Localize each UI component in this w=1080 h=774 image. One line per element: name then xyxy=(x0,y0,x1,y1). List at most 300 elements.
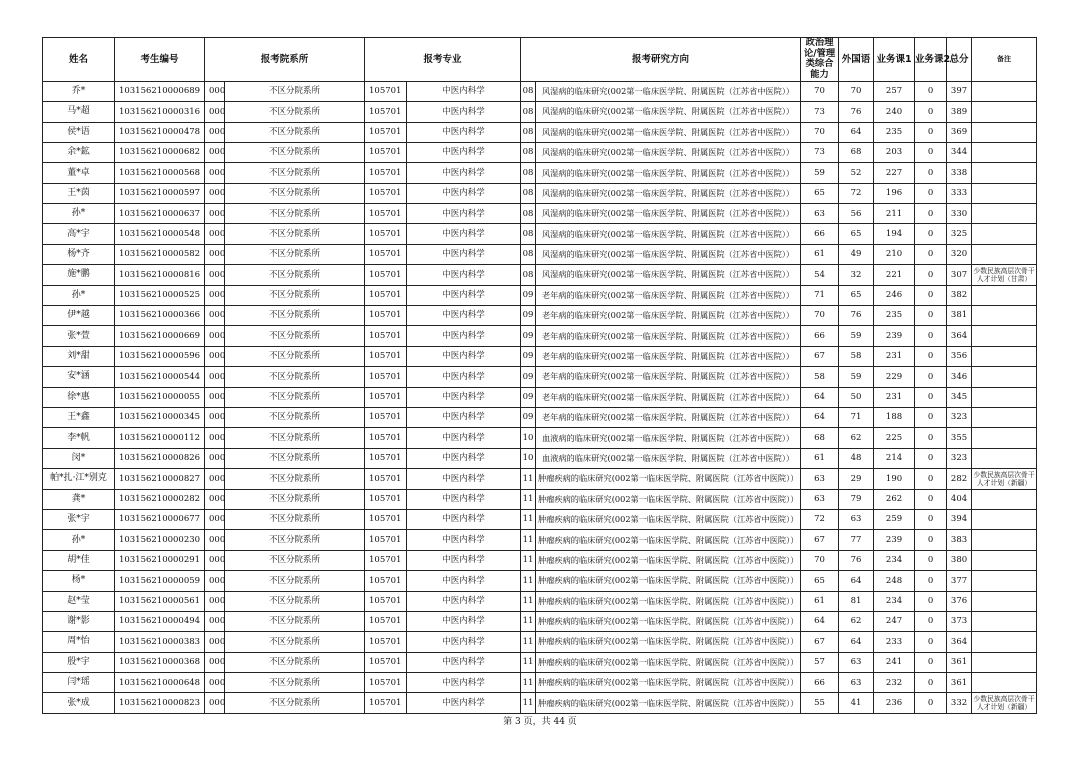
row-politics-score: 64 xyxy=(801,611,839,631)
row-major: 中医内科学 xyxy=(407,408,521,428)
row-course2-score: 0 xyxy=(915,346,947,366)
row-dept-code: 000 xyxy=(205,142,225,162)
row-dept: 不区分院系所 xyxy=(225,448,365,468)
row-course2-score: 0 xyxy=(915,509,947,529)
row-name: 赵*莹 xyxy=(43,591,115,611)
row-exam-id: 103156210000383 xyxy=(115,632,205,652)
row-course1-score: 247 xyxy=(874,611,915,631)
row-politics-score: 65 xyxy=(801,183,839,203)
row-course1-score: 221 xyxy=(874,265,915,285)
row-direction: 肿瘤疾病的临床研究(002第一临床医学院、附属医院（江苏省中医院）） xyxy=(536,469,801,489)
row-major: 中医内科学 xyxy=(407,346,521,366)
row-total-score: 332 xyxy=(947,693,972,713)
row-major-code: 105701 xyxy=(365,530,407,550)
row-major-code: 105701 xyxy=(365,673,407,693)
row-course1-score: 231 xyxy=(874,387,915,407)
row-course1-score: 233 xyxy=(874,632,915,652)
row-course1-score: 190 xyxy=(874,469,915,489)
row-politics-score: 55 xyxy=(801,693,839,713)
row-politics-score: 61 xyxy=(801,591,839,611)
table-row xyxy=(43,102,1037,122)
row-foreign-score: 70 xyxy=(839,81,874,101)
row-foreign-score: 63 xyxy=(839,673,874,693)
row-major: 中医内科学 xyxy=(407,428,521,448)
row-dept: 不区分院系所 xyxy=(225,469,365,489)
row-politics-score: 61 xyxy=(801,244,839,264)
row-name: 徐*惠 xyxy=(43,387,115,407)
table-row xyxy=(43,326,1037,346)
row-total-score: 380 xyxy=(947,550,972,570)
col-header-total: 总分 xyxy=(947,38,972,82)
row-direction: 老年病的临床研究(002第一临床医学院、附属医院（江苏省中医院）） xyxy=(536,408,801,428)
row-dept-code: 000 xyxy=(205,265,225,285)
row-exam-id: 103156210000597 xyxy=(115,183,205,203)
row-name: 帕*扎·江*别克 xyxy=(43,469,115,489)
row-exam-id: 103156210000548 xyxy=(115,224,205,244)
col-header-direction: 报考研究方向 xyxy=(521,38,801,82)
row-course1-score: 259 xyxy=(874,509,915,529)
header-row xyxy=(43,38,1037,82)
row-course1-score: 225 xyxy=(874,428,915,448)
row-course2-score: 0 xyxy=(915,81,947,101)
row-course1-score: 235 xyxy=(874,306,915,326)
row-foreign-score: 48 xyxy=(839,448,874,468)
row-major: 中医内科学 xyxy=(407,163,521,183)
row-dept-code: 000 xyxy=(205,509,225,529)
row-foreign-score: 76 xyxy=(839,550,874,570)
row-course2-score: 0 xyxy=(915,142,947,162)
row-exam-id: 103156210000345 xyxy=(115,408,205,428)
row-direction: 肿瘤疾病的临床研究(002第一临床医学院、附属医院（江苏省中医院）） xyxy=(536,530,801,550)
row-dept: 不区分院系所 xyxy=(225,489,365,509)
row-note xyxy=(972,428,1037,448)
row-direction-code: 08 xyxy=(521,122,536,142)
row-exam-id: 103156210000823 xyxy=(115,693,205,713)
row-major-code: 105701 xyxy=(365,122,407,142)
row-name: 张*宇 xyxy=(43,509,115,529)
row-major: 中医内科学 xyxy=(407,611,521,631)
row-foreign-score: 76 xyxy=(839,306,874,326)
row-major: 中医内科学 xyxy=(407,550,521,570)
row-direction-code: 09 xyxy=(521,285,536,305)
row-course2-score: 0 xyxy=(915,163,947,183)
row-note xyxy=(972,550,1037,570)
row-foreign-score: 41 xyxy=(839,693,874,713)
row-note xyxy=(972,611,1037,631)
row-major: 中医内科学 xyxy=(407,306,521,326)
row-total-score: 325 xyxy=(947,224,972,244)
row-major: 中医内科学 xyxy=(407,285,521,305)
row-dept: 不区分院系所 xyxy=(225,122,365,142)
row-direction: 风湿病的临床研究(002第一临床医学院、附属医院（江苏省中医院）） xyxy=(536,244,801,264)
row-note xyxy=(972,387,1037,407)
row-course1-score: 248 xyxy=(874,571,915,591)
row-dept: 不区分院系所 xyxy=(225,571,365,591)
row-note xyxy=(972,591,1037,611)
row-politics-score: 70 xyxy=(801,122,839,142)
row-direction-code: 09 xyxy=(521,408,536,428)
row-dept: 不区分院系所 xyxy=(225,326,365,346)
row-dept-code: 000 xyxy=(205,306,225,326)
row-name: 谢*影 xyxy=(43,611,115,631)
row-exam-id: 103156210000689 xyxy=(115,81,205,101)
row-exam-id: 103156210000544 xyxy=(115,367,205,387)
col-header-major: 报考专业 xyxy=(365,38,521,82)
row-foreign-score: 64 xyxy=(839,632,874,652)
row-major: 中医内科学 xyxy=(407,591,521,611)
row-foreign-score: 81 xyxy=(839,591,874,611)
row-dept-code: 000 xyxy=(205,448,225,468)
row-exam-id: 103156210000816 xyxy=(115,265,205,285)
row-politics-score: 66 xyxy=(801,326,839,346)
row-direction: 风湿病的临床研究(002第一临床医学院、附属医院（江苏省中医院）） xyxy=(536,183,801,203)
row-major-code: 105701 xyxy=(365,489,407,509)
row-major: 中医内科学 xyxy=(407,326,521,346)
row-direction-code: 11 xyxy=(521,469,536,489)
row-dept-code: 000 xyxy=(205,550,225,570)
row-exam-id: 103156210000230 xyxy=(115,530,205,550)
row-exam-id: 103156210000112 xyxy=(115,428,205,448)
row-major-code: 105701 xyxy=(365,652,407,672)
row-total-score: 361 xyxy=(947,652,972,672)
row-major-code: 105701 xyxy=(365,102,407,122)
row-dept: 不区分院系所 xyxy=(225,81,365,101)
row-direction-code: 10 xyxy=(521,448,536,468)
table-row xyxy=(43,509,1037,529)
row-direction-code: 09 xyxy=(521,346,536,366)
row-direction: 肿瘤疾病的临床研究(002第一临床医学院、附属医院（江苏省中医院）） xyxy=(536,550,801,570)
row-name: 董*卓 xyxy=(43,163,115,183)
row-course2-score: 0 xyxy=(915,326,947,346)
row-major-code: 105701 xyxy=(365,693,407,713)
row-course1-score: 262 xyxy=(874,489,915,509)
row-politics-score: 73 xyxy=(801,142,839,162)
row-name: 杨* xyxy=(43,571,115,591)
row-course1-score: 194 xyxy=(874,224,915,244)
row-politics-score: 64 xyxy=(801,408,839,428)
col-header-name: 姓名 xyxy=(43,38,115,82)
row-dept-code: 000 xyxy=(205,183,225,203)
row-direction: 风湿病的临床研究(002第一临床医学院、附属医院（江苏省中医院）） xyxy=(536,204,801,224)
row-course2-score: 0 xyxy=(915,408,947,428)
row-major-code: 105701 xyxy=(365,142,407,162)
row-major-code: 105701 xyxy=(365,244,407,264)
row-name: 孙* xyxy=(43,204,115,224)
row-name: 龚* xyxy=(43,489,115,509)
row-politics-score: 67 xyxy=(801,632,839,652)
row-foreign-score: 29 xyxy=(839,469,874,489)
row-direction-code: 11 xyxy=(521,611,536,631)
row-total-score: 346 xyxy=(947,367,972,387)
row-major-code: 105701 xyxy=(365,428,407,448)
row-foreign-score: 76 xyxy=(839,102,874,122)
row-major-code: 105701 xyxy=(365,285,407,305)
row-note xyxy=(972,122,1037,142)
row-note xyxy=(972,571,1037,591)
row-name: 马*超 xyxy=(43,102,115,122)
row-dept: 不区分院系所 xyxy=(225,530,365,550)
row-note xyxy=(972,224,1037,244)
row-dept: 不区分院系所 xyxy=(225,408,365,428)
row-foreign-score: 59 xyxy=(839,367,874,387)
row-course2-score: 0 xyxy=(915,387,947,407)
table-row xyxy=(43,408,1037,428)
row-exam-id: 103156210000582 xyxy=(115,244,205,264)
row-dept: 不区分院系所 xyxy=(225,244,365,264)
row-foreign-score: 32 xyxy=(839,265,874,285)
row-dept: 不区分院系所 xyxy=(225,693,365,713)
row-name: 李*帆 xyxy=(43,428,115,448)
row-total-score: 356 xyxy=(947,346,972,366)
table-row xyxy=(43,489,1037,509)
row-major-code: 105701 xyxy=(365,326,407,346)
table-row xyxy=(43,224,1037,244)
row-major-code: 105701 xyxy=(365,469,407,489)
row-course2-score: 0 xyxy=(915,244,947,264)
row-major: 中医内科学 xyxy=(407,224,521,244)
row-name: 闫*瑶 xyxy=(43,673,115,693)
table-row xyxy=(43,306,1037,326)
row-direction: 肿瘤疾病的临床研究(002第一临床医学院、附属医院（江苏省中医院）） xyxy=(536,571,801,591)
row-direction: 风湿病的临床研究(002第一临床医学院、附属医院（江苏省中医院）） xyxy=(536,122,801,142)
row-course1-score: 231 xyxy=(874,346,915,366)
row-direction-code: 08 xyxy=(521,163,536,183)
row-major-code: 105701 xyxy=(365,204,407,224)
row-direction-code: 11 xyxy=(521,652,536,672)
row-foreign-score: 63 xyxy=(839,509,874,529)
row-foreign-score: 68 xyxy=(839,142,874,162)
row-course2-score: 0 xyxy=(915,530,947,550)
row-politics-score: 65 xyxy=(801,571,839,591)
row-direction: 老年病的临床研究(002第一临床医学院、附属医院（江苏省中医院）） xyxy=(536,346,801,366)
row-direction-code: 11 xyxy=(521,591,536,611)
row-foreign-score: 58 xyxy=(839,346,874,366)
row-dept: 不区分院系所 xyxy=(225,142,365,162)
row-exam-id: 103156210000525 xyxy=(115,285,205,305)
row-course1-score: 234 xyxy=(874,550,915,570)
row-politics-score: 58 xyxy=(801,367,839,387)
table-row xyxy=(43,285,1037,305)
row-total-score: 323 xyxy=(947,448,972,468)
row-direction: 肿瘤疾病的临床研究(002第一临床医学院、附属医院（江苏省中医院）） xyxy=(536,652,801,672)
row-note xyxy=(972,652,1037,672)
row-name: 余*鉱 xyxy=(43,142,115,162)
row-direction: 风湿病的临床研究(002第一临床医学院、附属医院（江苏省中医院）） xyxy=(536,265,801,285)
row-dept: 不区分院系所 xyxy=(225,346,365,366)
row-major-code: 105701 xyxy=(365,550,407,570)
row-direction-code: 11 xyxy=(521,632,536,652)
row-name: 孙* xyxy=(43,285,115,305)
row-major-code: 105701 xyxy=(365,224,407,244)
table-row xyxy=(43,163,1037,183)
col-header-dept: 报考院系所 xyxy=(205,38,365,82)
row-total-score: 404 xyxy=(947,489,972,509)
row-exam-id: 103156210000478 xyxy=(115,122,205,142)
row-dept: 不区分院系所 xyxy=(225,224,365,244)
row-direction: 肿瘤疾病的临床研究(002第一临床医学院、附属医院（江苏省中医院）） xyxy=(536,611,801,631)
row-exam-id: 103156210000059 xyxy=(115,571,205,591)
row-dept-code: 000 xyxy=(205,285,225,305)
row-direction: 肿瘤疾病的临床研究(002第一临床医学院、附属医院（江苏省中医院）） xyxy=(536,509,801,529)
row-dept: 不区分院系所 xyxy=(225,652,365,672)
row-direction-code: 09 xyxy=(521,367,536,387)
row-exam-id: 103156210000826 xyxy=(115,448,205,468)
table-row xyxy=(43,591,1037,611)
row-politics-score: 59 xyxy=(801,163,839,183)
row-direction-code: 09 xyxy=(521,326,536,346)
table-row xyxy=(43,81,1037,101)
row-course2-score: 0 xyxy=(915,550,947,570)
row-major-code: 105701 xyxy=(365,346,407,366)
row-note xyxy=(972,673,1037,693)
row-direction-code: 11 xyxy=(521,693,536,713)
row-total-score: 381 xyxy=(947,306,972,326)
row-note xyxy=(972,509,1037,529)
row-course2-score: 0 xyxy=(915,611,947,631)
row-total-score: 382 xyxy=(947,285,972,305)
row-major: 中医内科学 xyxy=(407,632,521,652)
row-major-code: 105701 xyxy=(365,81,407,101)
row-note xyxy=(972,367,1037,387)
row-major: 中医内科学 xyxy=(407,122,521,142)
row-major: 中医内科学 xyxy=(407,571,521,591)
row-name: 王*茵 xyxy=(43,183,115,203)
row-dept-code: 000 xyxy=(205,244,225,264)
row-foreign-score: 71 xyxy=(839,408,874,428)
table-row xyxy=(43,652,1037,672)
row-name: 杨*齐 xyxy=(43,244,115,264)
row-exam-id: 103156210000366 xyxy=(115,306,205,326)
row-exam-id: 103156210000282 xyxy=(115,489,205,509)
row-total-score: 364 xyxy=(947,326,972,346)
row-politics-score: 57 xyxy=(801,652,839,672)
row-note xyxy=(972,530,1037,550)
row-major: 中医内科学 xyxy=(407,204,521,224)
row-direction: 风湿病的临床研究(002第一临床医学院、附属医院（江苏省中医院）） xyxy=(536,163,801,183)
row-name: 殷*宇 xyxy=(43,652,115,672)
row-major-code: 105701 xyxy=(365,611,407,631)
table-row xyxy=(43,530,1037,550)
row-major-code: 105701 xyxy=(365,591,407,611)
table-row xyxy=(43,265,1037,285)
row-course2-score: 0 xyxy=(915,652,947,672)
row-direction: 老年病的临床研究(002第一临床医学院、附属医院（江苏省中医院）） xyxy=(536,367,801,387)
row-dept-code: 000 xyxy=(205,693,225,713)
table-row xyxy=(43,122,1037,142)
row-course2-score: 0 xyxy=(915,367,947,387)
row-course1-score: 210 xyxy=(874,244,915,264)
row-foreign-score: 62 xyxy=(839,611,874,631)
col-header-politics: 政治理论/管理类综合能力 xyxy=(801,38,839,82)
row-total-score: 320 xyxy=(947,244,972,264)
table-row xyxy=(43,183,1037,203)
row-course1-score: 240 xyxy=(874,102,915,122)
row-dept-code: 000 xyxy=(205,346,225,366)
row-major: 中医内科学 xyxy=(407,142,521,162)
row-name: 周*怡 xyxy=(43,632,115,652)
row-major: 中医内科学 xyxy=(407,469,521,489)
row-direction-code: 11 xyxy=(521,530,536,550)
row-foreign-score: 65 xyxy=(839,285,874,305)
row-politics-score: 71 xyxy=(801,285,839,305)
row-dept: 不区分院系所 xyxy=(225,673,365,693)
row-dept: 不区分院系所 xyxy=(225,102,365,122)
row-name: 闵* xyxy=(43,448,115,468)
row-foreign-score: 77 xyxy=(839,530,874,550)
row-direction-code: 08 xyxy=(521,224,536,244)
row-total-score: 333 xyxy=(947,183,972,203)
row-dept-code: 000 xyxy=(205,224,225,244)
row-course1-score: 188 xyxy=(874,408,915,428)
row-name: 侯*语 xyxy=(43,122,115,142)
row-direction-code: 08 xyxy=(521,183,536,203)
row-exam-id: 103156210000677 xyxy=(115,509,205,529)
row-note xyxy=(972,632,1037,652)
row-course2-score: 0 xyxy=(915,183,947,203)
table-row xyxy=(43,448,1037,468)
row-dept-code: 000 xyxy=(205,571,225,591)
row-note xyxy=(972,489,1037,509)
row-dept: 不区分院系所 xyxy=(225,591,365,611)
row-note xyxy=(972,183,1037,203)
row-foreign-score: 50 xyxy=(839,387,874,407)
table-row xyxy=(43,346,1037,366)
row-direction-code: 09 xyxy=(521,306,536,326)
row-politics-score: 66 xyxy=(801,673,839,693)
row-note xyxy=(972,204,1037,224)
row-course2-score: 0 xyxy=(915,632,947,652)
table-body xyxy=(43,81,1037,713)
row-note xyxy=(972,81,1037,101)
row-major: 中医内科学 xyxy=(407,183,521,203)
row-politics-score: 63 xyxy=(801,489,839,509)
row-exam-id: 103156210000494 xyxy=(115,611,205,631)
row-direction: 肿瘤疾病的临床研究(002第一临床医学院、附属医院（江苏省中医院）） xyxy=(536,591,801,611)
row-dept-code: 000 xyxy=(205,408,225,428)
row-note xyxy=(972,285,1037,305)
row-major: 中医内科学 xyxy=(407,673,521,693)
row-direction-code: 11 xyxy=(521,489,536,509)
page-footer: 第 3 页，共 44 页 xyxy=(503,717,577,727)
table-row xyxy=(43,673,1037,693)
row-exam-id: 103156210000648 xyxy=(115,673,205,693)
row-name: 张*萱 xyxy=(43,326,115,346)
row-major-code: 105701 xyxy=(365,265,407,285)
row-total-score: 369 xyxy=(947,122,972,142)
row-name: 高*宇 xyxy=(43,224,115,244)
row-total-score: 307 xyxy=(947,265,972,285)
row-note xyxy=(972,408,1037,428)
col-header-course1: 业务课1 xyxy=(874,38,915,82)
row-politics-score: 72 xyxy=(801,509,839,529)
row-course2-score: 0 xyxy=(915,571,947,591)
row-direction: 风湿病的临床研究(002第一临床医学院、附属医院（江苏省中医院）） xyxy=(536,224,801,244)
row-exam-id: 103156210000637 xyxy=(115,204,205,224)
row-note xyxy=(972,244,1037,264)
row-total-score: 282 xyxy=(947,469,972,489)
row-major: 中医内科学 xyxy=(407,530,521,550)
row-course1-score: 236 xyxy=(874,693,915,713)
row-note xyxy=(972,163,1037,183)
row-direction-code: 08 xyxy=(521,244,536,264)
row-foreign-score: 52 xyxy=(839,163,874,183)
row-dept-code: 000 xyxy=(205,652,225,672)
row-total-score: 383 xyxy=(947,530,972,550)
row-course1-score: 227 xyxy=(874,163,915,183)
row-major: 中医内科学 xyxy=(407,387,521,407)
row-note xyxy=(972,448,1037,468)
row-dept: 不区分院系所 xyxy=(225,285,365,305)
